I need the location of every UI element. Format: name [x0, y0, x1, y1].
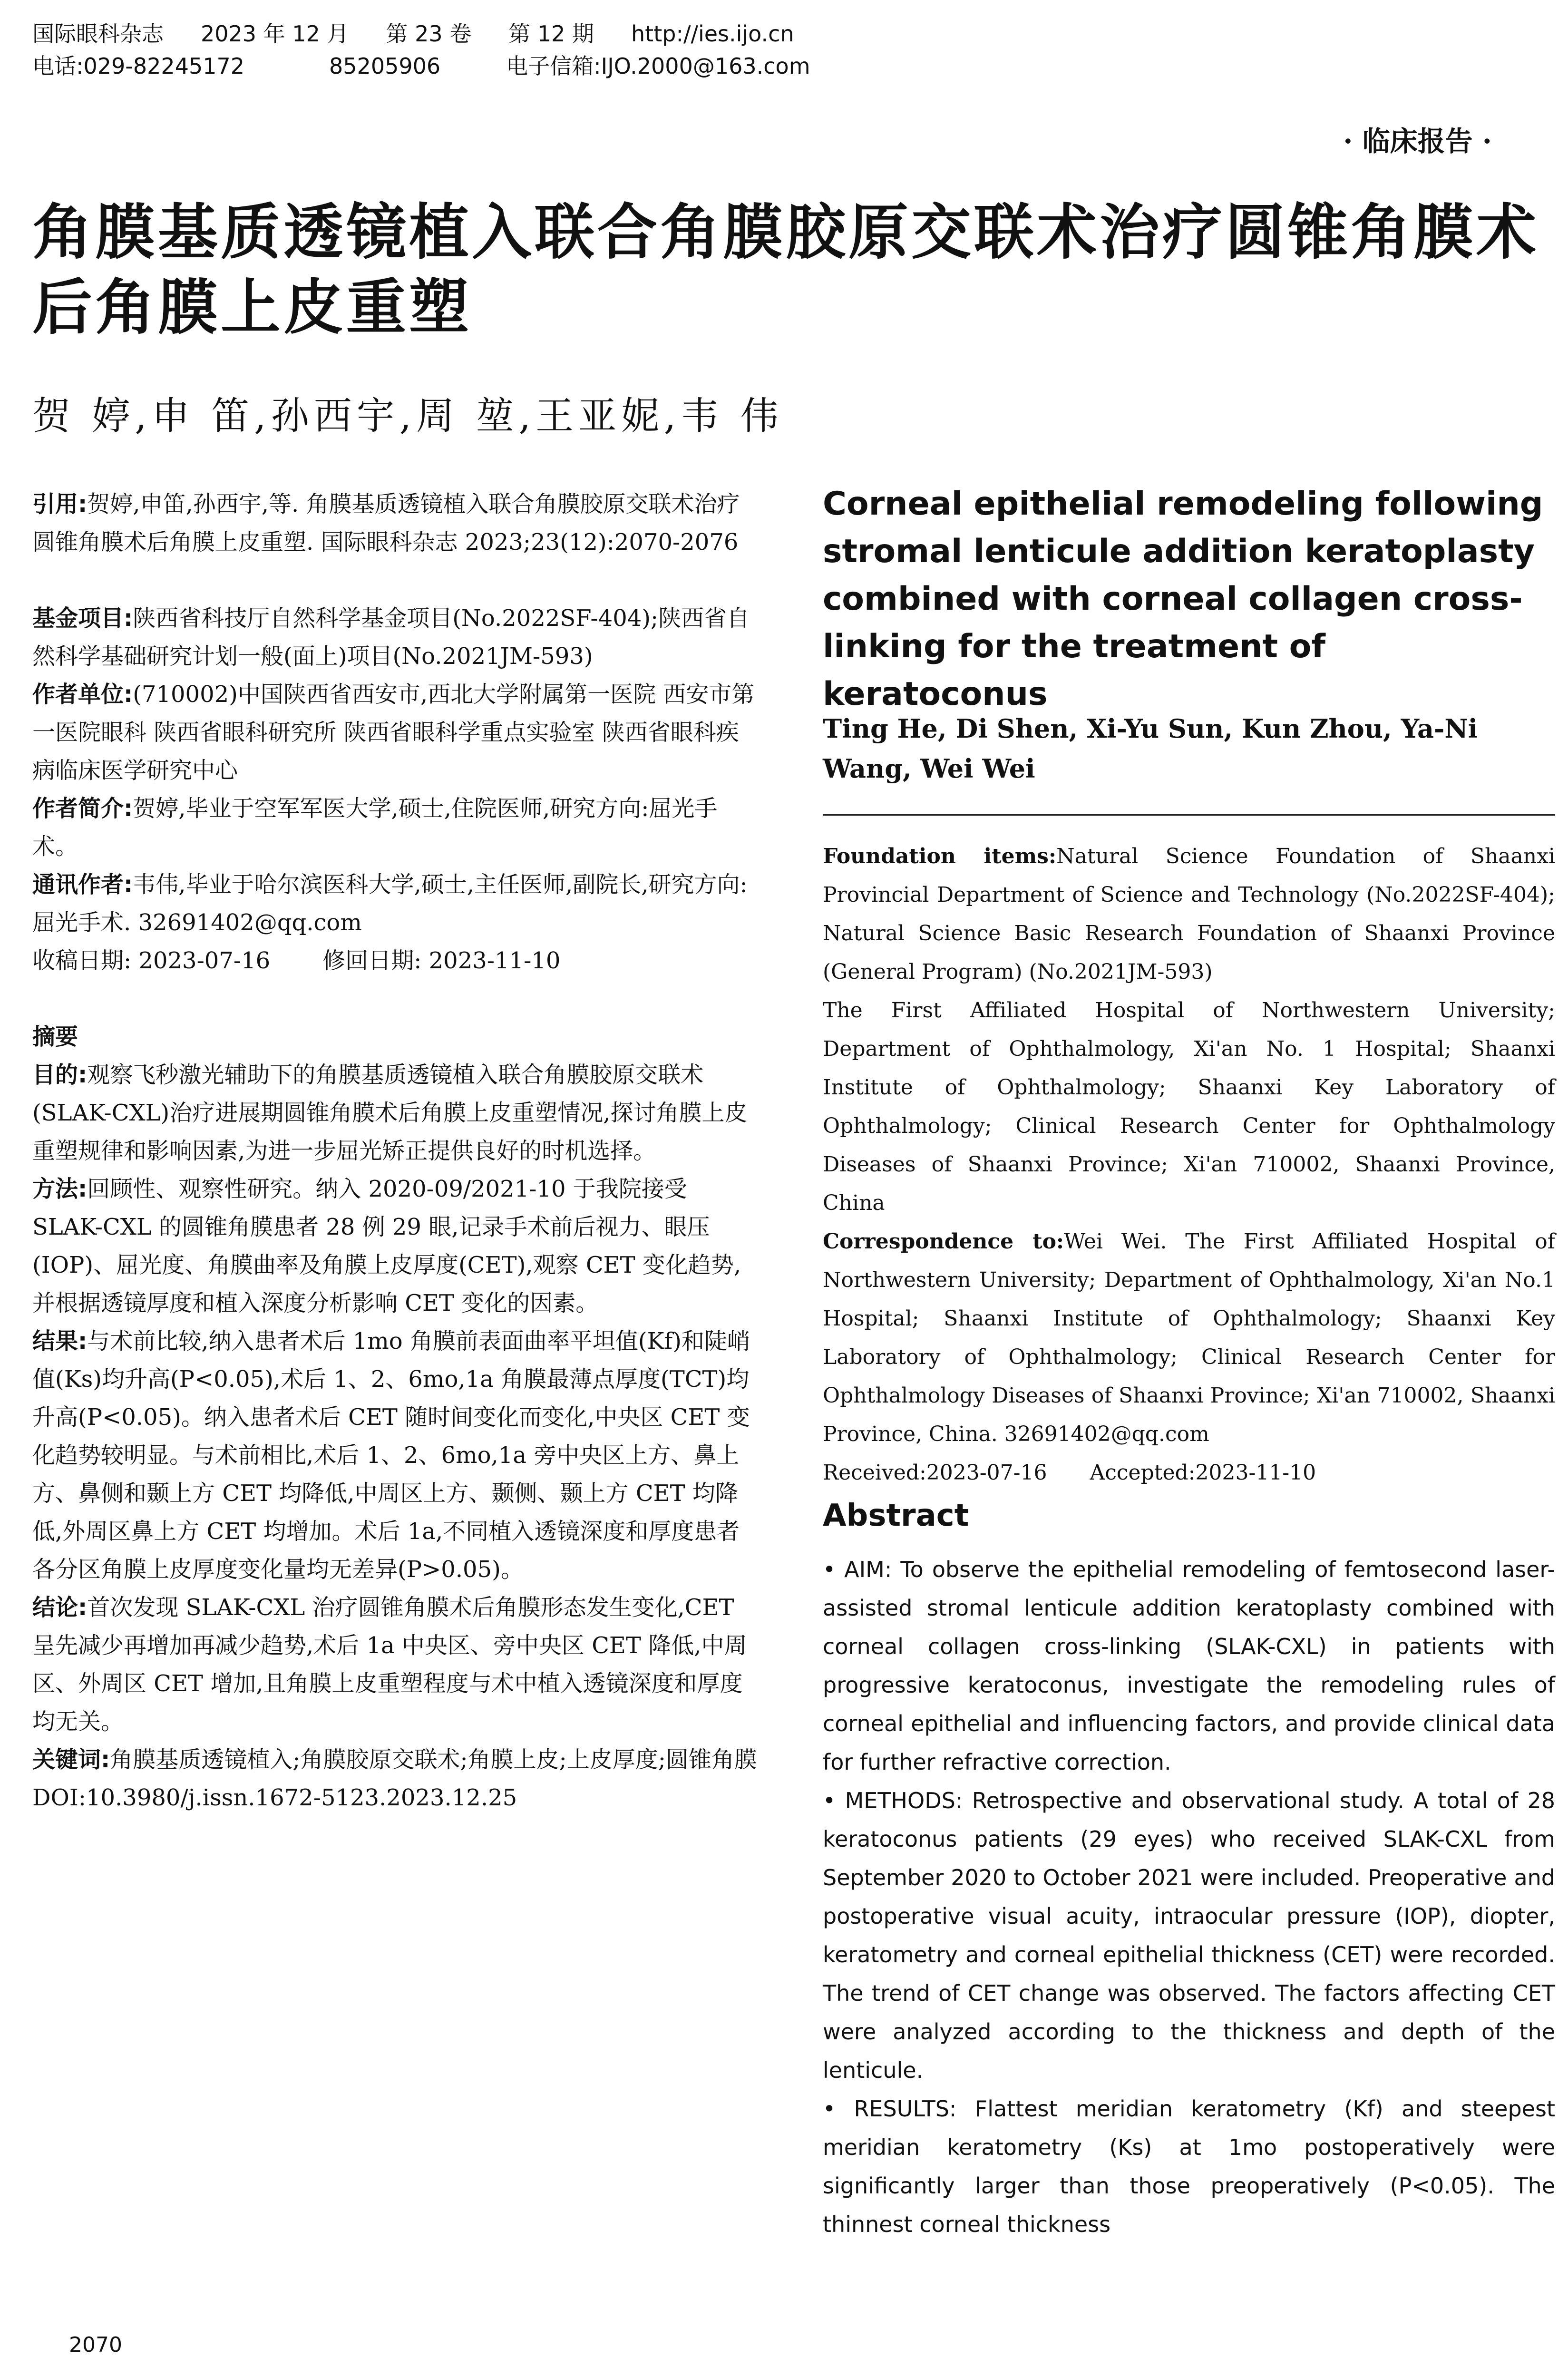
left-column — [32, 485, 760, 1817]
email[interactable]: 电子信箱:IJO.2000@163.com — [506, 53, 810, 79]
page-number: 2070 — [69, 2333, 122, 2357]
volume: 第 23 卷 — [386, 21, 472, 47]
foundation-items: Foundation items:Natural Science Foundation of Shaanxi Provincial Department of Science and Technology (No.2022SF-404); Natural Science Basic Research Foundation of Shaanxi Province (General Program) (No.2021JM-593) — [823, 844, 1555, 984]
english-affiliation: The First Affiliated Hospital of Northwestern University; Department of Ophthalmology, Xi'an No. 1 Hospital; Shaanxi Institute of Ophthalmology; Shaanxi Key Laboratory of Ophthalmology; Clinical Research Center for Ophthalmology Diseases of Shaanxi Province; Xi'an 710002, Shaanxi Province, China — [823, 998, 1555, 1215]
english-abstract — [823, 1550, 1555, 2244]
abstract-aim-en: • AIM: To observe the epithelial remodeling of femtosecond laser-assisted stromal lenticule addition keratoplasty combined with corneal collagen cross-linking (SLAK-CXL) in patients with progressive keratoconus, investigate the remodeling rules of corneal epithelial and influencing factors, and provide clinical data for further refractive correction. — [823, 1557, 1555, 1775]
abstract-heading-en: Abstract — [823, 1498, 969, 1533]
author-bio: 作者简介:贺婷,毕业于空军军医大学,硕士,住院医师,研究方向:屈光手术。 — [32, 795, 718, 860]
contact-header — [32, 51, 847, 81]
keywords: 关键词:角膜基质透镜植入;角膜胶原交联术;角膜上皮;上皮厚度;圆锥角膜 — [32, 1746, 757, 1773]
funding: 基金项目:陕西省科技厅自然科学基金项目(No.2022SF-404);陕西省自然科学基础研究计划一般(面上)项目(No.2021JM-593) — [32, 605, 750, 670]
article-title: 角膜基质透镜植入联合角膜胶原交联术治疗圆锥角膜术后角膜上皮重塑 — [32, 197, 1539, 342]
abstract-conclusion: 结论:首次发现 SLAK-CXL 治疗圆锥角膜术后角膜形态发生变化,CET 呈先减少再增加再减少趋势,术后 1a 中央区、旁中央区 CET 降低,中周区、外周区 CET 增加,且角膜上皮重塑程度与术中植入透镜深度和厚度均无关。 — [32, 1594, 747, 1735]
english-title: Corneal epithelial remodeling following stromal lenticule addition keratoplasty combined with corneal collagen cross-linking for the treatment of keratoconus — [823, 485, 1543, 713]
section-label: · 临床报告 · — [1343, 125, 1492, 157]
english-authors: Ting He, Di Shen, Xi-Yu Sun, Kun Zhou, Ya-Ni Wang, Wei Wei — [823, 713, 1478, 784]
abstract-aim: 目的:观察飞秒激光辅助下的角膜基质透镜植入联合角膜胶原交联术(SLAK-CXL)治疗进展期圆锥角膜术后角膜上皮重塑情况,探讨角膜上皮重塑规律和影响因素,为进一步屈光矫正提供良好的时机选择。 — [32, 1062, 748, 1164]
citation: 引用:贺婷,申笛,孙西宇,等. 角膜基质透镜植入联合角膜胶原交联术治疗圆锥角膜术后角膜上皮重塑. 国际眼科杂志 2023;23(12):2070-2076 — [32, 491, 740, 555]
doi: DOI:10.3980/j.issn.1672-5123.2023.12.25 — [32, 1784, 517, 1811]
running-header — [32, 19, 831, 49]
journal-name: 国际眼科杂志 — [32, 21, 164, 47]
authors-cn: 贺 婷,申 笛,孙西宇,周 堃,王亚妮,韦 伟 — [32, 394, 783, 438]
divider — [823, 814, 1555, 816]
correspondence: Correspondence to:Wei Wei. The First Affiliated Hospital of Northwestern University; Department of Ophthalmology, Xi'an No.1 Hospital; Shaanxi Institute of Ophthalmology; Shaanxi Key Laboratory of Ophthalmology; Clinical Research Center for Ophthalmology Diseases of Shaanxi Province; Xi'an 710002, Shaanxi Province, China. 32691402@qq.com — [823, 1229, 1556, 1446]
corresponding-author: 通讯作者:韦伟,毕业于哈尔滨医科大学,硕士,主任医师,副院长,研究方向:屈光手术. 32691402@qq.com — [32, 871, 748, 936]
abstract-methods: 方法:回顾性、观察性研究。纳入 2020-09/2021-10 于我院接受 SLAK-CXL 的圆锥角膜患者 28 例 29 眼,记录手术前后视力、眼压(IOP)、屈光度、角膜曲率及角膜上皮厚度(CET),观察 CET 变化趋势,并根据透镜厚度和植入深度分析影响 CET 变化的因素。 — [32, 1176, 741, 1316]
phone: 电话:029-82245172 — [32, 53, 245, 79]
issue: 第 12 期 — [508, 21, 594, 47]
abstract-results-en: • RESULTS: Flattest meridian keratometry (Kf) and steepest meridian keratometry (Ks) at 1mo postoperatively were significantly larger than those preoperatively (P<0.05). The thinnest corneal thickness — [823, 2096, 1555, 2237]
abstract-methods-en: • METHODS: Retrospective and observational study. A total of 28 keratoconus patients (29 eyes) who received SLAK-CXL from September 2020 to October 2021 were included. Preoperative and postoperative visual acuity, intraocular pressure (IOP), diopter, keratometry and corneal epithelial thickness (CET) were recorded. The trend of CET change was observed. The factors affecting CET were analyzed according to the thickness and depth of the lenticule. — [823, 1788, 1555, 2083]
abstract-heading: 摘要 — [32, 1023, 78, 1050]
abstract-results: 结果:与术前比较,纳入患者术后 1mo 角膜前表面曲率平坦值(Kf)和陡峭值(Ks)均升高(P<0.05),术后 1、2、6mo,1a 角膜最薄点厚度(TCT)均升高(P<0.05)。纳入患者术后 CET 随时间变化而变化,中央区 CET 变化趋势较明显。与术前相比,术后 1、2、6mo,1a 旁中央区上方、鼻上方、鼻侧和颞上方 CET 均降低,中周区上方、颞侧、颞上方 CET 均降低,外周区鼻上方 CET 均增加。术后 1a,不同植入透镜深度和厚度患者各分区角膜上皮厚度变化量均无差异(P>0.05)。 — [32, 1328, 750, 1583]
issue-date: 2023 年 12 月 — [201, 21, 349, 47]
english-info — [823, 837, 1555, 1492]
fax: 85205906 — [329, 53, 441, 79]
english-dates: Received:2023-07-16 Accepted:2023-11-10 — [823, 1461, 1316, 1485]
dates: 收稿日期: 2023-07-16 修回日期: 2023-11-10 — [32, 947, 561, 974]
journal-url[interactable]: http://ies.ijo.cn — [631, 21, 794, 47]
affiliation: 作者单位:(710002)中国陕西省西安市,西北大学附属第一医院 西安市第一医院眼科 陕西省眼科研究所 陕西省眼科学重点实验室 陕西省眼科疾病临床医学研究中心 — [32, 681, 755, 784]
